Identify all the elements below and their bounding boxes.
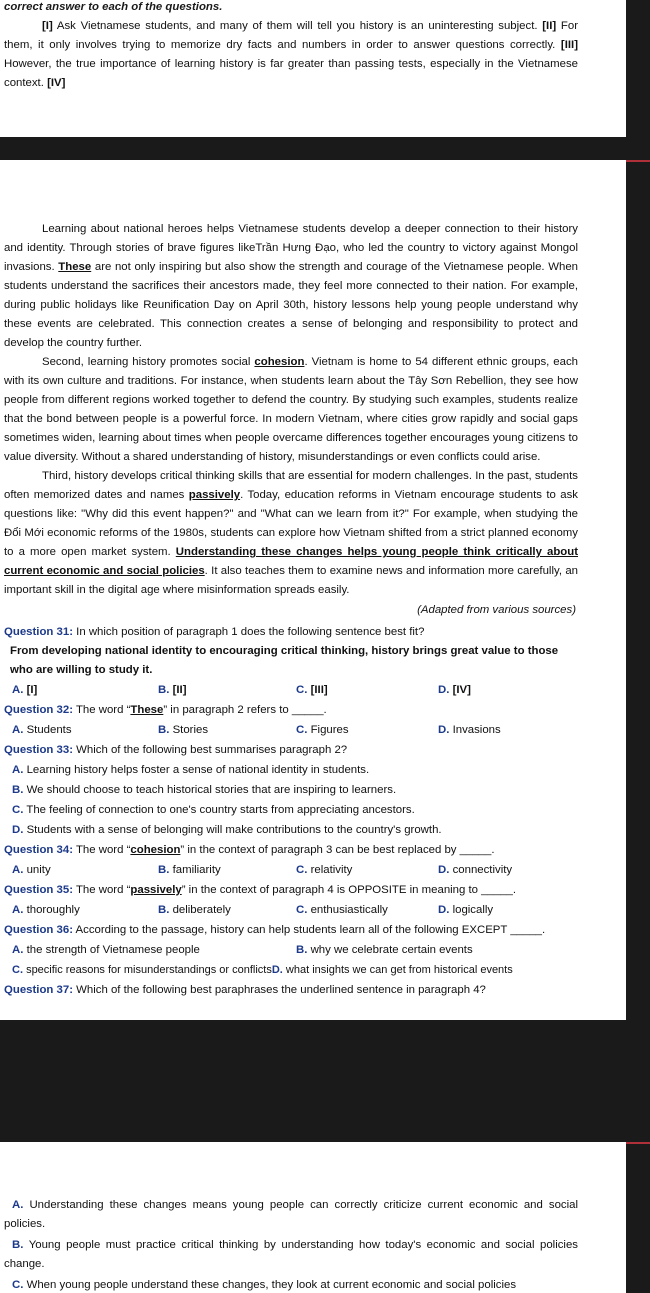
option-A[interactable]: A. the strength of Vietnamese people bbox=[12, 944, 200, 956]
page-fragment-main bbox=[0, 160, 626, 1020]
question-36-options-ab bbox=[0, 940, 584, 960]
marker-I: [I] bbox=[42, 20, 53, 32]
underlined-cohesion: cohesion bbox=[254, 356, 305, 368]
option-A[interactable]: A. Students bbox=[12, 724, 72, 736]
paragraph-4: Third, history develops critical thinking skills that are essential for modern challenges. In the past, students often memorized dates and names passively. Today, education reforms in Vietnam encourage students to ask questions like: "Why did this event happen?" and "What can we learn from it?" For example, when studying the Đổi Mới economic reforms of the 1980s, students can explore how Vietnam shifted from a strict planned economy to a more open market system. Understanding these changes helps young people think critically about current economic and social policies. It also teaches them to examine news and information more carefully, an important skill in the digital age where misinformation spreads easily. bbox=[4, 470, 579, 596]
underlined-sentence: Understanding these changes helps young people think critically about current economic and social policies bbox=[4, 546, 579, 577]
question-36: Question 36: According to the passage, history can help students learn all of the following EXCEPT _____. bbox=[4, 924, 546, 936]
option-D[interactable]: D. what insights we can get from historical events bbox=[271, 964, 513, 976]
question-35: Question 35: The word “passively” in the context of paragraph 4 is OPPOSITE in meaning to _____. bbox=[4, 884, 517, 896]
marker-III: [III] bbox=[560, 39, 578, 51]
dark-edge bbox=[626, 162, 650, 1020]
option-B[interactable]: B. Young people must practice critical thinking by understanding how today's economic and social policies change. bbox=[4, 1239, 578, 1270]
dark-edge bbox=[626, 1144, 650, 1293]
option-C[interactable]: C. The feeling of connection to one's country starts from appreciating ancestors. bbox=[12, 804, 415, 816]
dark-edge bbox=[626, 0, 650, 137]
option-C[interactable]: C. [III] bbox=[296, 684, 328, 696]
marker-II: [II] bbox=[542, 20, 557, 32]
question-37: Question 37: Which of the following best paraphrases the underlined sentence in paragraph 4? bbox=[4, 984, 486, 996]
question-36-options-cd bbox=[0, 960, 584, 980]
option-C[interactable]: C. enthusiastically bbox=[296, 904, 388, 916]
question-32: Question 32: The word “These” in paragraph 2 refers to _____. bbox=[4, 704, 327, 716]
option-A[interactable]: A. Learning history helps foster a sense of national identity in students. bbox=[12, 764, 370, 776]
paragraph-3: Second, learning history promotes social cohesion. Vietnam is home to 54 different ethnic groups, each with its own culture and traditions. For instance, when students learn about the Tây Sơn Rebellion, they see how people from different regions worked together to defend the country. By studying such examples, students realize that the bond between people is a powerful force. In modern Vietnam, where cities grow rapidly and social gaps sometimes widen, learning about times when people overcame differences together encourages young citizens to value diversity. Without a shared understanding of history, misunderstandings or even conflicts could arise. bbox=[4, 356, 578, 463]
page-fragment-top bbox=[0, 0, 626, 137]
option-B[interactable]: B. why we celebrate certain events bbox=[296, 944, 473, 956]
option-B[interactable]: B. familiarity bbox=[158, 864, 221, 876]
question-31-sentence: From developing national identity to encouraging critical thinking, history brings great value to those who are willing to study it. bbox=[10, 645, 559, 676]
option-C[interactable]: C. When young people understand these changes, they look at current economic and social policies bbox=[12, 1279, 517, 1291]
page-gap bbox=[0, 1020, 650, 1142]
option-C[interactable]: C. specific reasons for misunderstandings or conflicts bbox=[12, 964, 272, 976]
option-A[interactable]: A. unity bbox=[12, 864, 51, 876]
option-B[interactable]: B. [II] bbox=[158, 684, 187, 696]
underlined-passively: passively bbox=[188, 489, 241, 501]
option-A[interactable]: A. thoroughly bbox=[12, 904, 80, 916]
underlined-these: These bbox=[58, 261, 92, 273]
option-B[interactable]: B. We should choose to teach historical stories that are inspiring to learners. bbox=[12, 784, 397, 796]
question-32-options bbox=[0, 720, 584, 740]
instruction-line: correct answer to each of the questions. bbox=[4, 1, 223, 13]
page-gap bbox=[0, 137, 650, 160]
option-D[interactable]: D. Invasions bbox=[438, 724, 501, 736]
option-A[interactable]: A. [I] bbox=[12, 684, 38, 696]
page-fragment-bottom bbox=[0, 1142, 626, 1293]
option-D[interactable]: D. Students with a sense of belonging will make contributions to the country's growth. bbox=[12, 824, 442, 836]
marker-IV: [IV] bbox=[47, 77, 66, 89]
option-C[interactable]: C. Figures bbox=[296, 724, 349, 736]
question-34: Question 34: The word “cohesion” in the context of paragraph 3 can be best replaced by _____. bbox=[4, 844, 495, 856]
question-31-options bbox=[0, 680, 584, 700]
question-33: Question 33: Which of the following best summarises paragraph 2? bbox=[4, 744, 348, 756]
option-D[interactable]: D. connectivity bbox=[438, 864, 513, 876]
question-35-options bbox=[0, 900, 584, 920]
option-D[interactable]: D. [IV] bbox=[438, 684, 471, 696]
option-B[interactable]: B. deliberately bbox=[158, 904, 231, 916]
source-note: (Adapted from various sources) bbox=[417, 604, 576, 616]
question-34-options bbox=[0, 860, 584, 880]
option-C[interactable]: C. relativity bbox=[296, 864, 353, 876]
option-A[interactable]: A. Understanding these changes means young people can correctly criticize current economic and social policies. bbox=[4, 1199, 579, 1230]
option-B[interactable]: B. Stories bbox=[158, 724, 209, 736]
option-D[interactable]: D. logically bbox=[438, 904, 494, 916]
paragraph-1: [I] Ask Vietnamese students, and many of them will tell you history is an uninteresting subject. [II] For them, it only involves trying to memorize dry facts and numbers in order to answer questions correctly. [III] However, the true importance of learning history is far greater than passing tests, especially in the Vietnamese context. [IV] bbox=[4, 20, 578, 89]
question-31: Question 31: In which position of paragraph 1 does the following sentence best fit? bbox=[4, 626, 425, 638]
paragraph-2: Learning about national heroes helps Vietnamese students develop a deeper connection to their history and identity. Through stories of brave figures likeTrần Hưng Đạo, who led the country to victory against Mongol invasions. These are not only inspiring but also show the strength and courage of the Vietnamese people. When students understand the sacrifices their ancestors made, they feel more connected to their nation. For example, during public holidays like Reunification Day on April 30th, history lessons help young people understand why these events are celebrated. This connection creates a sense of belonging and responsibility to protect and develop the country further. bbox=[4, 223, 578, 349]
